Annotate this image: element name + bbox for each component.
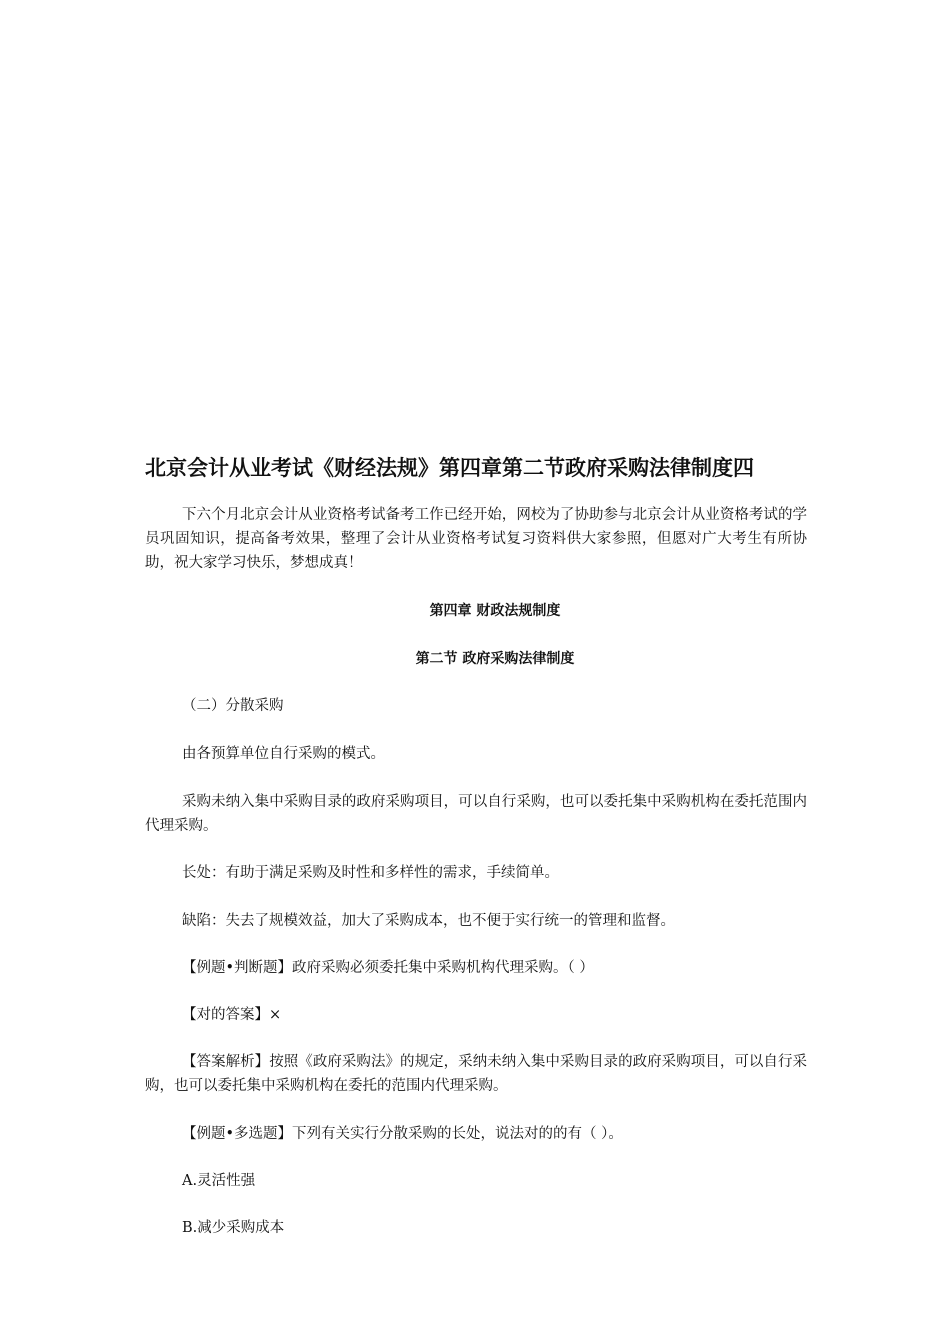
chapter-heading: 第四章 财政法规制度 [429,603,561,619]
paragraph: A.灵活性强 [182,1173,256,1189]
paragraph: 缺陷：失去了规模效益，加大了采购成本，也不便于实行统一的管理和监督。 [182,913,675,929]
paragraph: 采购未纳入集中采购目录的政府采购项目，可以自行采购，也可以委托集中采购机构在委托范围内代理采购。 [145,794,807,834]
document-title: 北京会计从业考试《财经法规》第四章第二节政府采购法律制度四 [145,456,754,480]
paragraph: （二）分散采购 [182,698,284,714]
paragraph: 【答案解析】按照《政府采购法》的规定，采纳未纳入集中采购目录的政府采购项目，可以自行采购，也可以委托集中采购机构在委托的范围内代理采购。 [145,1054,807,1094]
section-heading: 第二节 政府采购法律制度 [415,651,575,667]
paragraph: 长处：有助于满足采购及时性和多样性的需求，手续简单。 [182,865,559,881]
paragraph: 【对的答案】× [182,1007,282,1023]
paragraph: B.减少采购成本 [182,1220,285,1236]
intro-paragraph: 下六个月北京会计从业资格考试备考工作已经开始，网校为了协助参与北京会计从业资格考试的学员巩固知识，提高备考效果，整理了会计从业资格考试复习资料供大家参照，但愿对广大考生有所协助，祝大家学习快乐，梦想成真！ [145,507,807,571]
paragraph: 【例题•判断题】政府采购必须委托集中采购机构代理采购。（ ） [182,960,594,976]
paragraph: 【例题•多选题】下列有关实行分散采购的长处，说法对的的有（ ）。 [182,1126,623,1142]
paragraph: 由各预算单位自行采购的模式。 [182,746,385,762]
